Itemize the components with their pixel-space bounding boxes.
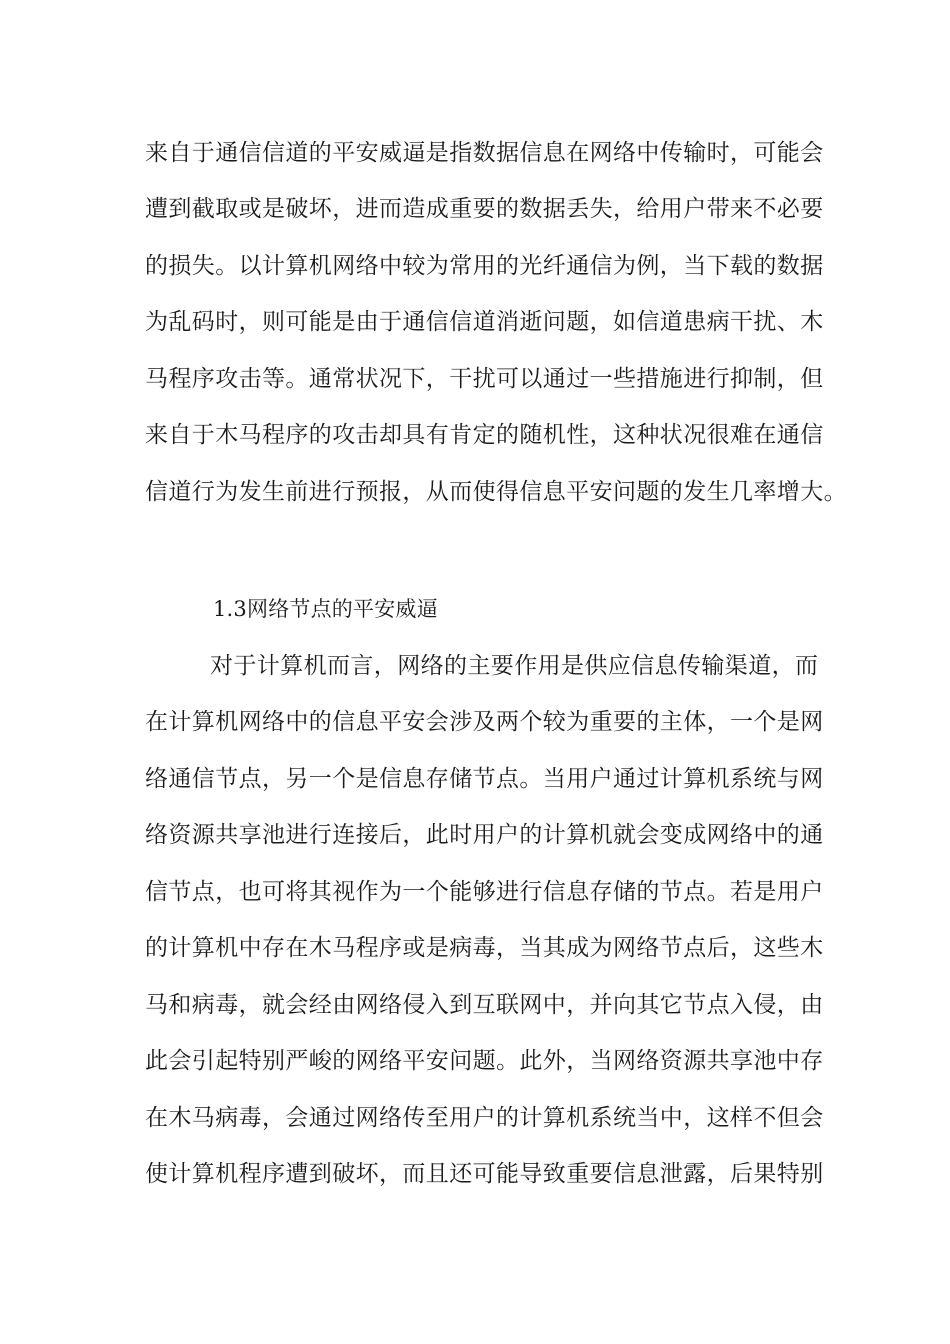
paragraph-1-line-6: 来自于木马程序的攻击却具有肯定的随机性，这种状况很难在通信	[145, 422, 824, 448]
paragraph-1-line-3: 的损失。以计算机网络中较为常用的光纤通信为例，当下载的数据	[145, 253, 824, 279]
paragraph-1-line-7: 信道行为发生前进行预报，从而使得信息平安问题的发生几率增大。	[145, 479, 847, 505]
paragraph-2-line-7: 马和病毒，就会经由网络侵入到互联网中，并向其它节点入侵，由	[145, 992, 824, 1018]
paragraph-1-line-2: 遭到截取或是破坏，进而造成重要的数据丢失，给用户带来不必要	[145, 196, 824, 222]
paragraph-2-line-9: 在木马病毒，会通过网络传至用户的计算机系统当中，这样不但会	[145, 1105, 824, 1131]
paragraph-2-line-10: 使计算机程序遭到破坏，而且还可能导致重要信息泄露，后果特别	[145, 1161, 824, 1187]
paragraph-1-line-4: 为乱码时，则可能是由于通信信道消逝问题，如信道患病干扰、木	[145, 309, 824, 335]
paragraph-2-line-3: 络通信节点，另一个是信息存储节点。当用户通过计算机系统与网	[145, 766, 824, 792]
paragraph-2-line-8: 此会引起特别严峻的网络平安问题。此外，当网络资源共享池中存	[145, 1048, 824, 1074]
paragraph-1-line-1: 来自于通信信道的平安威逼是指数据信息在网络中传输时，可能会	[145, 140, 824, 166]
paragraph-1-line-5: 马程序攻击等。通常状况下，干扰可以通过一些措施进行抑制，但	[145, 366, 824, 392]
paragraph-2-line-1: 对于计算机而言，网络的主要作用是供应信息传输渠道，而	[210, 653, 819, 679]
section-heading: 1.3网络节点的平安威逼	[213, 597, 438, 621]
paragraph-2-line-5: 信节点，也可将其视作为一个能够进行信息存储的节点。若是用户	[145, 879, 824, 905]
paragraph-2-line-6: 的计算机中存在木马程序或是病毒，当其成为网络节点后，这些木	[145, 935, 824, 961]
paragraph-2-line-2: 在计算机网络中的信息平安会涉及两个较为重要的主体，一个是网	[145, 709, 824, 735]
paragraph-2-line-4: 络资源共享池进行连接后，此时用户的计算机就会变成网络中的通	[145, 822, 824, 848]
